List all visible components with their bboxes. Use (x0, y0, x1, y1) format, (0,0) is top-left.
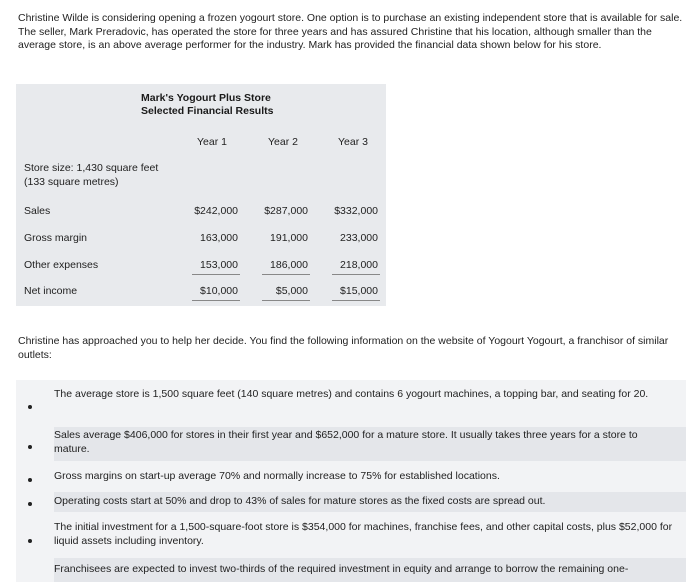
bullet-icon (28, 405, 32, 409)
other-expenses-year2: 186,000 (270, 259, 308, 271)
other-expenses-year1: 153,000 (200, 259, 238, 271)
double-underline-year1 (192, 300, 240, 301)
sales-year3: $332,000 (334, 205, 378, 217)
net-income-year1: $10,000 (200, 285, 238, 297)
bullet-icon (28, 539, 32, 543)
sales-year1: $242,000 (194, 205, 238, 217)
table-title-line1: Mark's Yogourt Plus Store (141, 92, 271, 104)
store-size-label (24, 162, 158, 189)
row-label-sales: Sales (24, 205, 51, 217)
sales-year2: $287,000 (264, 205, 308, 217)
list-item (16, 558, 686, 582)
gross-margin-year1: 163,000 (200, 232, 238, 244)
list-item-text: Operating costs start at 50% and drop to 43% of sales for mature stores as the fixed costs are spread out. (54, 495, 546, 507)
net-income-year3: $15,000 (340, 285, 378, 297)
row-label-gross-margin: Gross margin (24, 232, 88, 244)
col-header-year2: Year 2 (268, 136, 298, 148)
list-item-text: The average store is 1,500 square feet (140 square metres) and contains 6 yogourt machines, a topping bar, and seating for 20. (54, 388, 649, 400)
list-item-text: Gross margins on start-up average 70% and normally increase to 75% for established locations. (54, 470, 500, 482)
list-item-text: The initial investment for a 1,500-square-foot store is $354,000 for machines, franchise fees, and other capital costs, plus $52,000 for liquid assets including inventory. (54, 521, 673, 547)
bullet-icon (28, 478, 32, 482)
bullet-icon (28, 445, 32, 449)
underline-year2 (262, 274, 310, 275)
store-size-line1: Store size: 1,430 square feet (24, 162, 159, 174)
table-title (141, 92, 273, 118)
col-header-year3: Year 3 (338, 136, 368, 148)
store-size-line2: (133 square metres) (24, 175, 119, 188)
double-underline-year3 (332, 300, 380, 301)
list-item (16, 386, 686, 420)
col-header-year1: Year 1 (197, 136, 227, 148)
list-item (16, 518, 686, 552)
bullet-icon (28, 502, 32, 506)
underline-year3 (332, 274, 380, 275)
intro-paragraph: Christine Wilde is considering opening a frozen yogourt store. One option is to purchase an existing independent store that is available for sale. The seller, Mark Preradovic, has operated the store for three years and has assured Christine that his location, although smaller than the average store, is an above average performer for the industry. Mark has provided the financial data shown below for his store. (18, 12, 683, 51)
list-item-text: Sales average $406,000 for stores in their first year and $652,000 for a mature store. It usually takes three years for a store to mature. (54, 429, 638, 455)
list-item (16, 492, 686, 512)
list-item-text: Franchisees are expected to invest two-thirds of the required investment in equity and arrange to borrow the remaining one- (54, 563, 629, 575)
net-income-year2: $5,000 (275, 285, 308, 297)
row-label-net-income: Net income (24, 285, 78, 297)
list-item (16, 427, 686, 461)
franchisor-info-list (16, 380, 686, 582)
gross-margin-year3: 233,000 (340, 232, 378, 244)
other-expenses-year3: 218,000 (340, 259, 378, 271)
gross-margin-year2: 191,000 (270, 232, 308, 244)
financial-results-table (16, 84, 386, 306)
double-underline-year2 (262, 300, 310, 301)
approach-paragraph: Christine has approached you to help her decide. You find the following information on the website of Yogourt Yogourt, a franchisor of similar outlets: (18, 335, 669, 361)
underline-year1 (192, 274, 240, 275)
list-item (16, 468, 686, 488)
row-label-other-expenses: Other expenses (24, 259, 99, 271)
table-title-line2: Selected Financial Results (141, 105, 274, 117)
